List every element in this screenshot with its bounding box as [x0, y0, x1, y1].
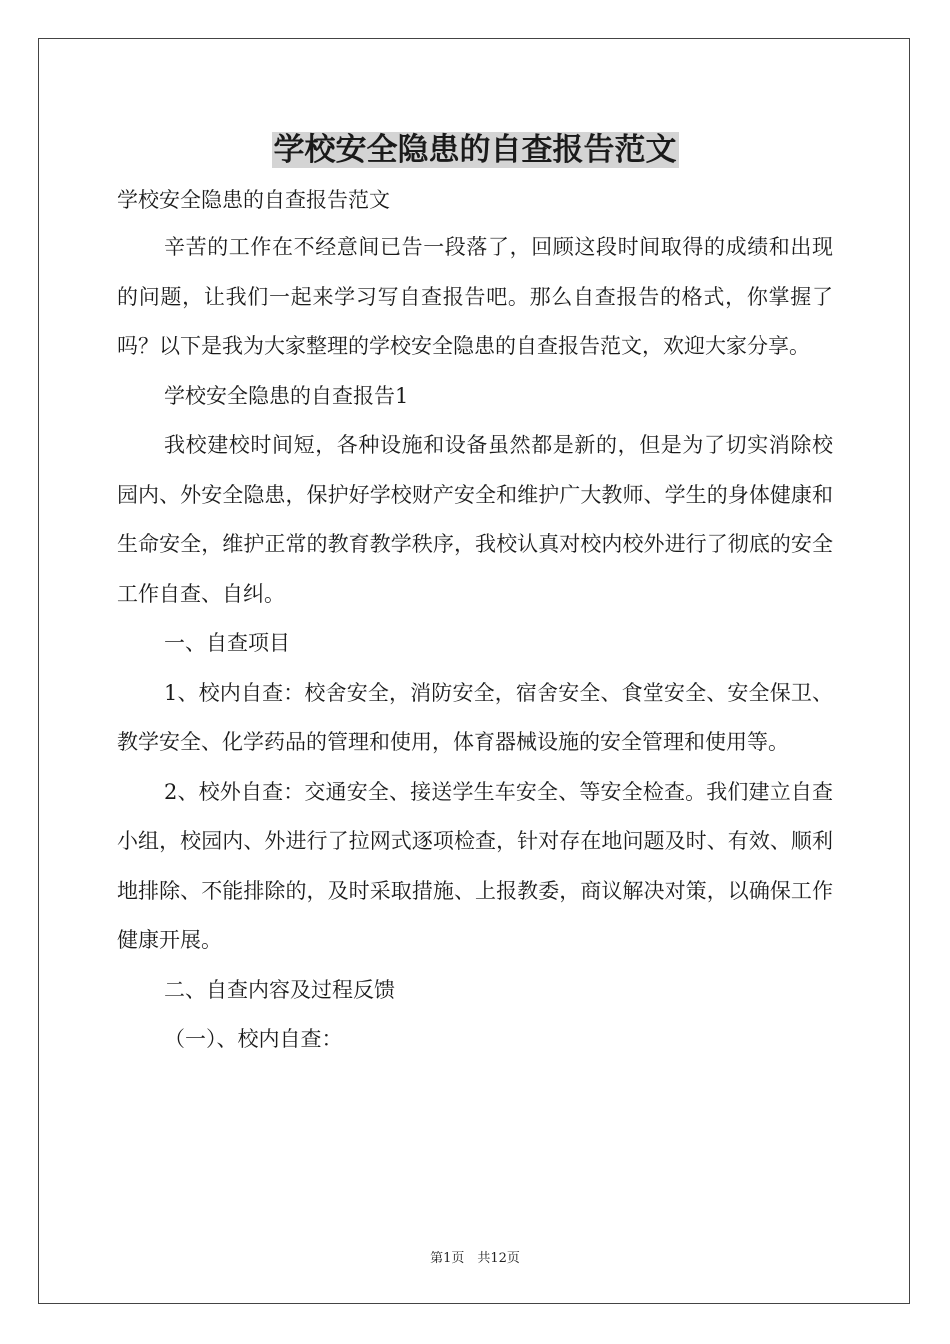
document-subtitle: 学校安全隐患的自查报告范文: [117, 188, 390, 212]
paragraph-background: 我校建校时间短，各种设施和设备虽然都是新的，但是为了切实消除校园内、外安全隐患，保护好学校财产安全和维护广大教师、学生的身体健康和生命安全，维护正常的教育教学秩序，我校认真对校内校外进行了彻底的安全工作自查、自纠。: [117, 433, 833, 606]
document-body: [117, 178, 833, 1065]
subsection-heading-internal: （一）、校内自查：: [164, 1027, 343, 1051]
section-heading-content: 二、自查内容及过程反馈: [164, 977, 395, 1002]
document-title: [0, 128, 950, 172]
page-footer: [0, 1247, 950, 1266]
document-title-text: 学校安全隐患的自查报告范文: [273, 132, 677, 168]
section-heading-items: 一、自查项目: [164, 631, 290, 655]
page-number: 第1页 共12页: [430, 1251, 520, 1266]
paragraph-intro: 辛苦的工作在不经意间已告一段落了，回顾这段时间取得的成绩和出现的问题，让我们一起来学习写自查报告吧。那么自查报告的格式，你掌握了吗？以下是我为大家整理的学校安全隐患的自查报告范文，欢迎大家分享。: [117, 235, 833, 358]
section-heading-report-1: 学校安全隐患的自查报告1: [164, 383, 409, 408]
paragraph-item-1: 1、校内自查：校舍安全，消防安全，宿舍安全、食堂安全、安全保卫、教学安全、化学药品的管理和使用，体育器械设施的安全管理和使用等。: [117, 680, 833, 754]
paragraph-item-2: 2、校外自查：交通安全、接送学生车安全、等安全检查。我们建立自查小组，校园内、外进行了拉网式逐项检查，针对存在地问题及时、有效、顺利地排除、不能排除的，及时采取措施、上报教委，商议解决对策，以确保工作健康开展。: [117, 779, 833, 952]
